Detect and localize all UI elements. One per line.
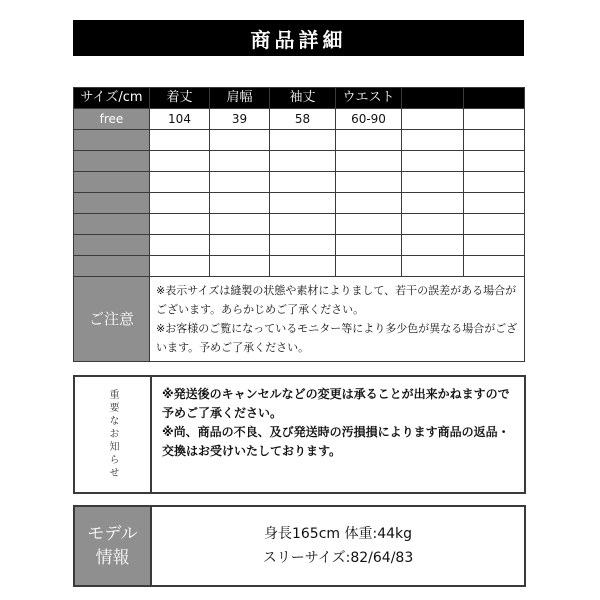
notes-row: [74, 277, 525, 362]
notice-label: 重要なお知らせ: [107, 389, 118, 480]
table-cell: [402, 172, 464, 193]
table-cell: [402, 214, 464, 235]
row-size-label: free: [74, 109, 150, 130]
model-three-sizes: スリーサイズ:82/64/83: [262, 550, 414, 566]
header-waist: ウエスト: [336, 88, 402, 109]
notice-line: ※尚、商品の不良、及び発送時の汚損損によります商品の返品・交換はお受けいたしております。: [162, 425, 510, 458]
important-notice-box: [73, 375, 526, 494]
table-row: [74, 172, 525, 193]
header-empty: [402, 88, 464, 109]
table-cell: [270, 172, 336, 193]
table-cell: [402, 151, 464, 172]
table-cell: 58: [270, 109, 336, 130]
model-height-weight: 身長165cm 体重:44kg: [263, 526, 413, 542]
table-cell: [336, 235, 402, 256]
row-size-label: [74, 130, 150, 151]
table-cell: [336, 151, 402, 172]
row-size-label: [74, 256, 150, 277]
row-size-label: [74, 172, 150, 193]
table-cell: [464, 235, 525, 256]
table-cell: [402, 130, 464, 151]
page-title: 商品詳細: [73, 20, 524, 56]
table-cell: [402, 193, 464, 214]
notice-content: [152, 377, 524, 492]
table-row: [74, 109, 525, 130]
table-cell: [210, 130, 270, 151]
table-cell: [270, 256, 336, 277]
header-empty: [464, 88, 525, 109]
table-cell: [336, 256, 402, 277]
table-cell: [464, 172, 525, 193]
table-cell: [150, 235, 210, 256]
row-size-label: [74, 151, 150, 172]
table-cell: [402, 256, 464, 277]
table-cell: [210, 151, 270, 172]
model-content: [152, 507, 524, 585]
table-cell: [150, 151, 210, 172]
model-label-line1: モデル: [87, 524, 138, 544]
table-row: [74, 151, 525, 172]
table-cell: [402, 109, 464, 130]
table-cell: [336, 214, 402, 235]
table-cell: [402, 235, 464, 256]
row-size-label: [74, 214, 150, 235]
table-cell: [336, 193, 402, 214]
row-size-label: [74, 193, 150, 214]
table-cell: [464, 193, 525, 214]
table-cell: [210, 235, 270, 256]
model-label-line2: 情報: [95, 548, 130, 568]
header-sleeve: 袖丈: [270, 88, 336, 109]
table-cell: [464, 256, 525, 277]
table-cell: 39: [210, 109, 270, 130]
table-cell: [464, 109, 525, 130]
model-side: [75, 507, 152, 585]
table-cell: [270, 151, 336, 172]
table-cell: [270, 193, 336, 214]
table-cell: 60-90: [336, 109, 402, 130]
notice-side: [75, 377, 152, 492]
row-size-label: [74, 235, 150, 256]
table-cell: [210, 256, 270, 277]
table-row: [74, 193, 525, 214]
table-row: [74, 235, 525, 256]
table-cell: [150, 130, 210, 151]
table-cell: 104: [150, 109, 210, 130]
table-cell: [270, 235, 336, 256]
header-size: サイズ/cm: [74, 88, 150, 109]
notes-line: ※表示サイズは縫製の状態や素材によりまして、若干の誤差がある場合がございます。あらかじめご了承ください。: [156, 284, 517, 316]
table-cell: [464, 130, 525, 151]
table-cell: [336, 130, 402, 151]
table-cell: [150, 172, 210, 193]
header-length: 着丈: [150, 88, 210, 109]
table-cell: [150, 193, 210, 214]
table-cell: [464, 214, 525, 235]
table-cell: [210, 214, 270, 235]
notice-line: ※発送後のキャンセルなどの変更は承ることが出来かねますので予めご了承ください。: [162, 387, 510, 420]
table-cell: [464, 151, 525, 172]
table-cell: [150, 256, 210, 277]
notes-line: ※お客様のご覧になっているモニター等により多少色が異なる場合がございます。予めご了承ください。: [156, 322, 518, 354]
table-cell: [150, 214, 210, 235]
notes-label: ご注意: [74, 277, 150, 362]
table-row: [74, 214, 525, 235]
table-cell: [210, 193, 270, 214]
table-cell: [210, 172, 270, 193]
table-cell: [270, 130, 336, 151]
size-table: [73, 87, 525, 362]
header-shoulder: 肩幅: [210, 88, 270, 109]
table-row: [74, 130, 525, 151]
notes-body: [150, 277, 525, 362]
size-table-header: [74, 88, 525, 109]
model-info-box: [73, 505, 526, 587]
table-row: [74, 256, 525, 277]
table-cell: [336, 172, 402, 193]
table-cell: [270, 214, 336, 235]
